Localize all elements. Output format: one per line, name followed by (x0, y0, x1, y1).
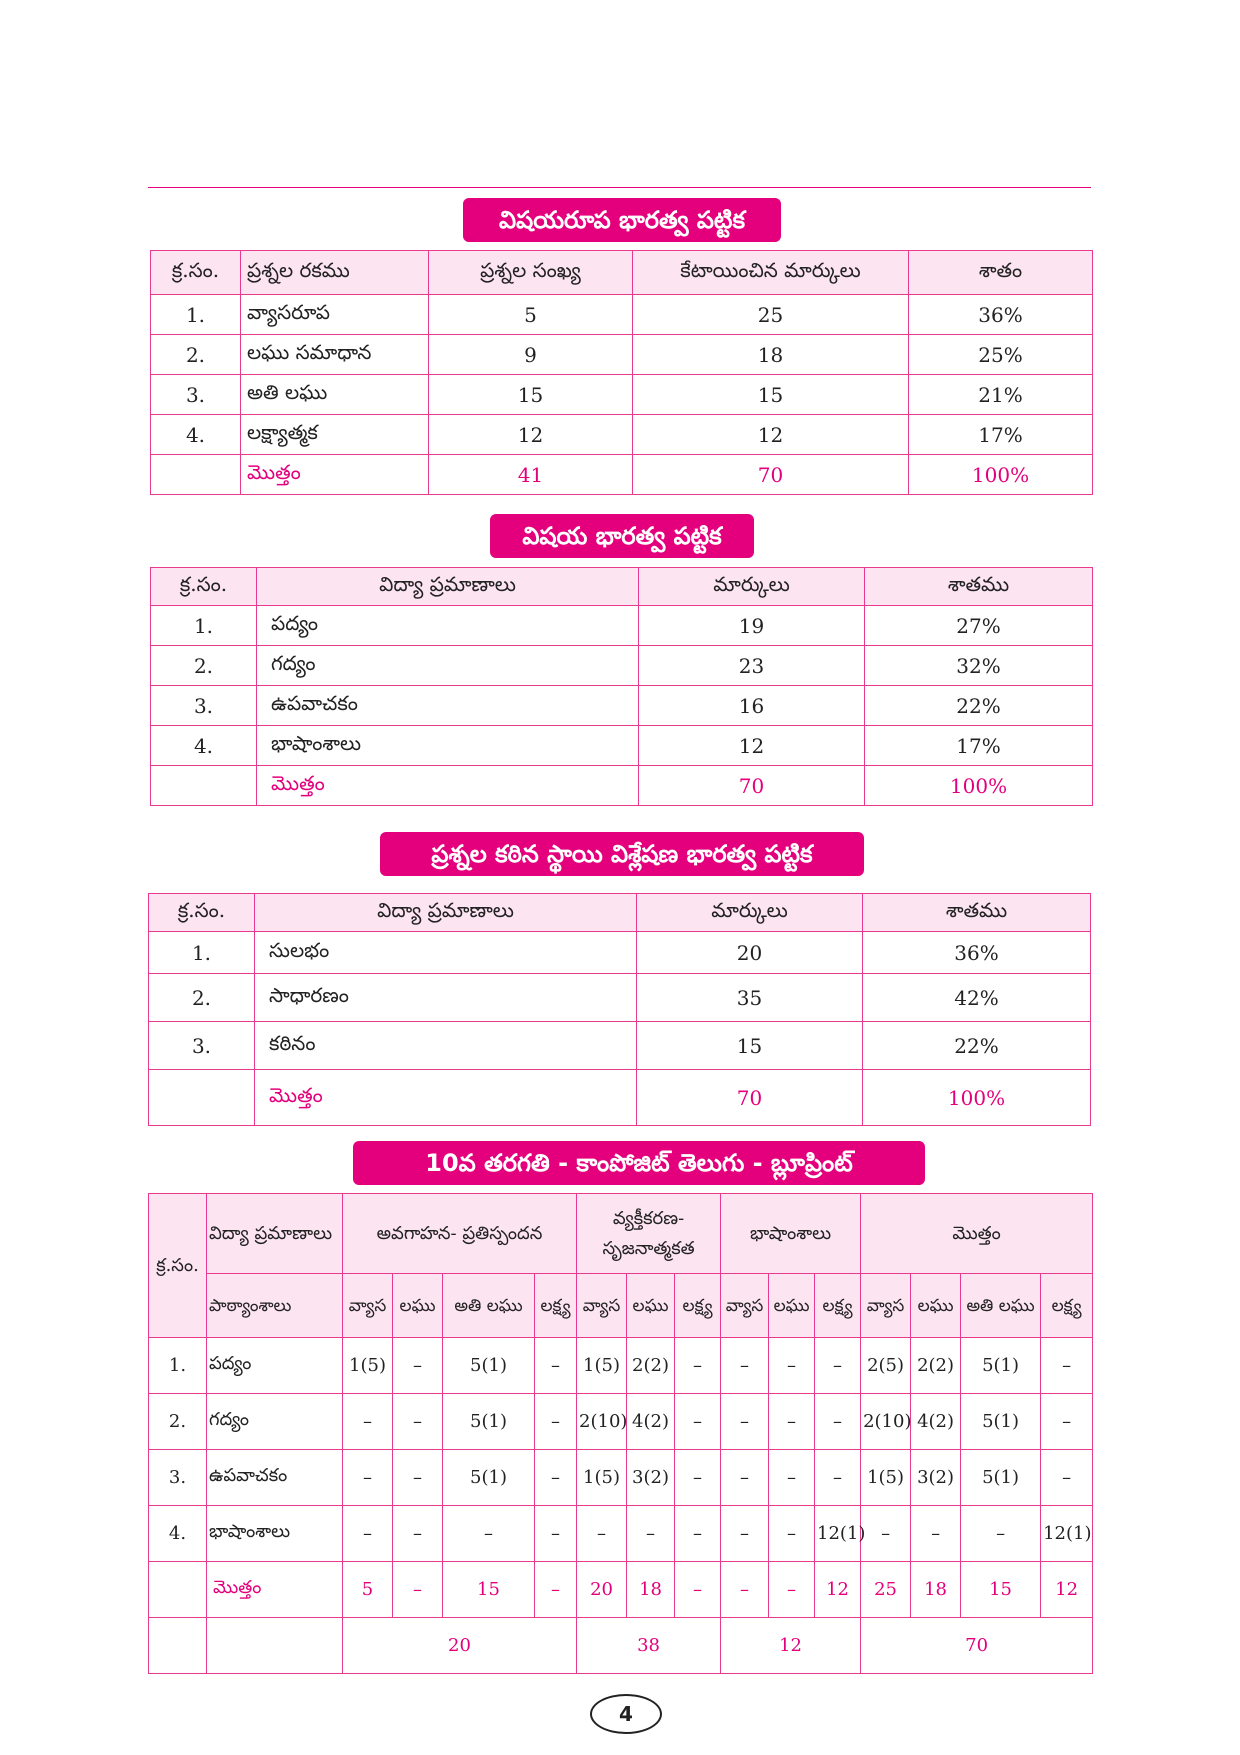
subheader: వ్యాస (343, 1274, 393, 1338)
table-cell: 2. (149, 1394, 207, 1450)
total-label: మొత్తం (255, 1070, 637, 1126)
column-header: ప్రశ్నల సంఖ్య (429, 251, 633, 295)
table-cell: – (721, 1450, 769, 1506)
table-cell: 3. (151, 375, 241, 415)
total-label: మొత్తం (207, 1562, 343, 1618)
table-cell: 2. (151, 646, 257, 686)
table-cell: 9 (429, 335, 633, 375)
group-total-cell: 20 (343, 1618, 577, 1674)
table-cell: సాధారణం (255, 974, 637, 1022)
table-row (149, 974, 1091, 1022)
table-cell: 5(1) (961, 1394, 1041, 1450)
total-row (149, 1070, 1091, 1126)
table-cell: 4. (151, 415, 241, 455)
table-cell: – (675, 1394, 721, 1450)
table-cell: 4. (149, 1506, 207, 1562)
column-header: శాతము (863, 894, 1091, 932)
table-cell: – (577, 1506, 627, 1562)
table2-title: విషయ భారత్వ పట్టిక (490, 514, 754, 558)
total-cell: 100% (863, 1070, 1091, 1126)
table-cell: 2. (151, 335, 241, 375)
table-row (149, 1450, 1093, 1506)
table-cell: 15 (429, 375, 633, 415)
table-cell: అతి లఘు (241, 375, 429, 415)
table-cell: – (343, 1506, 393, 1562)
table-cell: – (815, 1394, 861, 1450)
table-cell: 17% (909, 415, 1093, 455)
table-cell: – (627, 1506, 675, 1562)
table-header-row (149, 894, 1091, 932)
total-row (149, 1562, 1093, 1618)
table-cell: – (535, 1338, 577, 1394)
subheader: వ్యాస (721, 1274, 769, 1338)
table-cell: – (393, 1506, 443, 1562)
table-cell (207, 1618, 343, 1674)
table-cell: 25% (909, 335, 1093, 375)
table-cell (149, 1070, 255, 1126)
column-header: విద్యా ప్రమాణాలు (255, 894, 637, 932)
group-total-cell: 70 (861, 1618, 1093, 1674)
blueprint-group-header-row (149, 1194, 1093, 1274)
table-cell: – (675, 1506, 721, 1562)
table-cell (151, 455, 241, 495)
table-cell: – (721, 1394, 769, 1450)
total-cell: 100% (909, 455, 1093, 495)
total-cell: 100% (865, 766, 1093, 806)
table-cell: – (769, 1338, 815, 1394)
table-cell: 21% (909, 375, 1093, 415)
total-cell: 5 (343, 1562, 393, 1618)
question-type-weightage-table (150, 250, 1093, 495)
subject-weightage-table (150, 567, 1093, 806)
total-cell: – (769, 1562, 815, 1618)
group-header: వ్యక్తీకరణ- సృజనాత్మకత (577, 1194, 721, 1274)
subheader: వ్యాస (861, 1274, 911, 1338)
total-cell: – (675, 1562, 721, 1618)
total-cell: 15 (443, 1562, 535, 1618)
table-cell: 5(1) (443, 1394, 535, 1450)
table-header-row (151, 568, 1093, 606)
column-header: విద్యా ప్రమాణాలు (207, 1194, 343, 1274)
table-cell: 1(5) (577, 1338, 627, 1394)
total-cell: – (393, 1562, 443, 1618)
table-row (149, 1394, 1093, 1450)
table-cell (149, 1562, 207, 1618)
table-cell: – (961, 1506, 1041, 1562)
table-cell: 5(1) (443, 1450, 535, 1506)
table-cell: 35 (637, 974, 863, 1022)
table-cell: 42% (863, 974, 1091, 1022)
total-cell: 70 (639, 766, 865, 806)
table-cell: – (721, 1506, 769, 1562)
table-cell: లఘు సమాధాన (241, 335, 429, 375)
column-header: శాతం (909, 251, 1093, 295)
table-cell: – (535, 1450, 577, 1506)
table-cell: 3. (151, 686, 257, 726)
table-cell: 1. (151, 606, 257, 646)
table-cell: 3. (149, 1022, 255, 1070)
table-row (149, 1022, 1091, 1070)
total-cell: 70 (633, 455, 909, 495)
table-cell: 22% (863, 1022, 1091, 1070)
subheader: లఘు (627, 1274, 675, 1338)
table-row (151, 686, 1093, 726)
table-cell: 5(1) (961, 1450, 1041, 1506)
group-total-cell: 12 (721, 1618, 861, 1674)
total-row (151, 455, 1093, 495)
table-cell: 12(1) (815, 1506, 861, 1562)
table-cell: – (721, 1338, 769, 1394)
column-header: క్ర.సం. (151, 251, 241, 295)
table-cell: 2(5) (861, 1338, 911, 1394)
table-cell: 19 (639, 606, 865, 646)
table-cell: 2. (149, 974, 255, 1022)
table-row (151, 646, 1093, 686)
table-cell: 12(1) (1041, 1506, 1093, 1562)
table-cell: 5(1) (961, 1338, 1041, 1394)
blueprint-table (148, 1193, 1093, 1674)
table-cell: – (815, 1450, 861, 1506)
table-cell: – (911, 1506, 961, 1562)
table-cell: 23 (639, 646, 865, 686)
subheader: లక్ష్య (1041, 1274, 1093, 1338)
table-cell: 12 (429, 415, 633, 455)
table-cell: 2(10) (861, 1394, 911, 1450)
group-header: మొత్తం (861, 1194, 1093, 1274)
table-cell: 16 (639, 686, 865, 726)
table-row (151, 415, 1093, 455)
table-cell: – (535, 1394, 577, 1450)
table-row (149, 1506, 1093, 1562)
table3-title: ప్రశ్నల కఠిన స్థాయి విశ్లేషణ భారత్వ పట్టిక (380, 832, 864, 876)
table-cell: 1(5) (861, 1450, 911, 1506)
column-header: కేటాయించిన మార్కులు (633, 251, 909, 295)
subheader: వ్యాస (577, 1274, 627, 1338)
table-cell: 27% (865, 606, 1093, 646)
column-header: మార్కులు (637, 894, 863, 932)
table-row (151, 606, 1093, 646)
difficulty-weightage-table (148, 893, 1091, 1126)
table-cell: 2(10) (577, 1394, 627, 1450)
table-cell: – (393, 1394, 443, 1450)
column-header: మార్కులు (639, 568, 865, 606)
table-cell: 5(1) (443, 1338, 535, 1394)
table-cell: – (675, 1338, 721, 1394)
total-cell: 18 (627, 1562, 675, 1618)
column-header: పాఠ్యాంశాలు (207, 1274, 343, 1338)
table-cell: 18 (633, 335, 909, 375)
table-cell: 25 (633, 295, 909, 335)
table-cell: 4(2) (627, 1394, 675, 1450)
table-cell: ఉపవాచకం (257, 686, 639, 726)
table-cell: – (861, 1506, 911, 1562)
total-cell: 12 (1041, 1562, 1093, 1618)
blueprint-subheader-row (149, 1274, 1093, 1338)
table-cell: భాషాంశాలు (207, 1506, 343, 1562)
subheader: లఘు (393, 1274, 443, 1338)
table-cell: 17% (865, 726, 1093, 766)
total-cell: 70 (637, 1070, 863, 1126)
table-row (149, 1338, 1093, 1394)
table-cell: – (769, 1450, 815, 1506)
table-cell: 36% (863, 932, 1091, 974)
table-cell: సులభం (255, 932, 637, 974)
table-cell: 12 (633, 415, 909, 455)
table-row (151, 295, 1093, 335)
table-header-row (151, 251, 1093, 295)
total-cell: 12 (815, 1562, 861, 1618)
blueprint-body (149, 1338, 1093, 1562)
table-cell: 4(2) (911, 1394, 961, 1450)
table-cell: – (675, 1450, 721, 1506)
table-cell: – (1041, 1394, 1093, 1450)
table-row (151, 335, 1093, 375)
subheader: లఘు (769, 1274, 815, 1338)
table-cell: – (393, 1450, 443, 1506)
column-header: క్ర.సం. (151, 568, 257, 606)
page-number: 4 (590, 1694, 662, 1734)
table-cell: 32% (865, 646, 1093, 686)
table-cell (149, 1618, 207, 1674)
table-cell: 2(2) (627, 1338, 675, 1394)
total-cell: – (535, 1562, 577, 1618)
table-cell: 36% (909, 295, 1093, 335)
table-cell: 1(5) (343, 1338, 393, 1394)
table-cell: – (1041, 1450, 1093, 1506)
table-cell: లక్ష్యాత్మక (241, 415, 429, 455)
table-cell: 3. (149, 1450, 207, 1506)
table-cell: – (1041, 1338, 1093, 1394)
subheader: అతి లఘు (961, 1274, 1041, 1338)
table-cell: 15 (633, 375, 909, 415)
table-cell: 22% (865, 686, 1093, 726)
group-total-cell: 38 (577, 1618, 721, 1674)
group-total-row (149, 1618, 1093, 1674)
table-cell: 4. (151, 726, 257, 766)
subheader: లక్ష్య (535, 1274, 577, 1338)
table-cell: – (815, 1338, 861, 1394)
total-cell: 41 (429, 455, 633, 495)
subheader: లక్ష్య (815, 1274, 861, 1338)
column-header: క్ర.సం. (149, 894, 255, 932)
total-cell: 15 (961, 1562, 1041, 1618)
table1-title: విషయరూప భారత్వ పట్టిక (463, 198, 781, 242)
total-cell: 20 (577, 1562, 627, 1618)
table-cell: 1. (149, 932, 255, 974)
table-row (151, 375, 1093, 415)
table-cell: 1. (149, 1338, 207, 1394)
table-cell: 1(5) (577, 1450, 627, 1506)
table-cell: – (535, 1506, 577, 1562)
table-cell: గద్యం (257, 646, 639, 686)
blueprint-title: 10వ తరగతి - కాంపోజిట్ తెలుగు - బ్లూప్రింట్ (353, 1141, 925, 1185)
table-cell: – (769, 1394, 815, 1450)
table-cell (151, 766, 257, 806)
subheader: లఘు (911, 1274, 961, 1338)
column-header: ప్రశ్నల రకము (241, 251, 429, 295)
top-rule (148, 187, 1091, 188)
table-cell: పద్యం (257, 606, 639, 646)
table-cell: పద్యం (207, 1338, 343, 1394)
table-cell: – (343, 1394, 393, 1450)
table-cell: 3(2) (911, 1450, 961, 1506)
total-cell: 18 (911, 1562, 961, 1618)
table-cell: 2(2) (911, 1338, 961, 1394)
table-row (149, 932, 1091, 974)
column-header: విద్యా ప్రమాణాలు (257, 568, 639, 606)
table-cell: ఉపవాచకం (207, 1450, 343, 1506)
group-header: భాషాంశాలు (721, 1194, 861, 1274)
column-header: క్ర.సం. (149, 1194, 207, 1338)
table-cell: 5 (429, 295, 633, 335)
total-label: మొత్తం (257, 766, 639, 806)
table-cell: – (443, 1506, 535, 1562)
subheader: లక్ష్య (675, 1274, 721, 1338)
table-cell: 3(2) (627, 1450, 675, 1506)
table-cell: 15 (637, 1022, 863, 1070)
table-cell: గద్యం (207, 1394, 343, 1450)
table-cell: కఠినం (255, 1022, 637, 1070)
table-cell: – (343, 1450, 393, 1506)
table-cell: – (769, 1506, 815, 1562)
table-cell: 20 (637, 932, 863, 974)
table-cell: భాషాంశాలు (257, 726, 639, 766)
table-cell: 1. (151, 295, 241, 335)
table-cell: – (393, 1338, 443, 1394)
table-row (151, 726, 1093, 766)
total-row (151, 766, 1093, 806)
table-cell: వ్యాసరూప (241, 295, 429, 335)
total-label: మొత్తం (241, 455, 429, 495)
table-cell: 12 (639, 726, 865, 766)
total-cell: 25 (861, 1562, 911, 1618)
total-cell: – (721, 1562, 769, 1618)
group-header: అవగాహన- ప్రతిస్పందన (343, 1194, 577, 1274)
subheader: అతి లఘు (443, 1274, 535, 1338)
column-header: శాతము (865, 568, 1093, 606)
